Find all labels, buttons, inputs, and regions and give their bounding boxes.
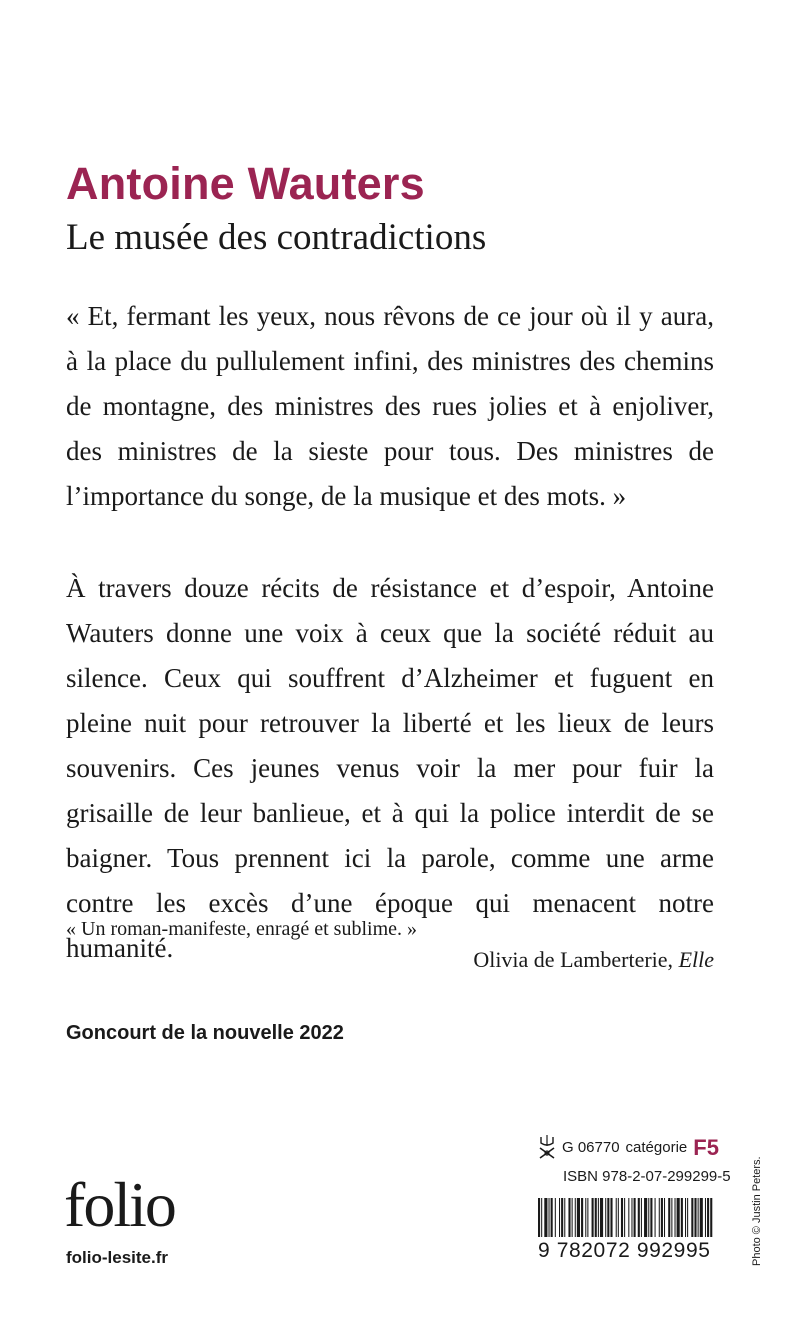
barcode-digits: 9 782072 992995 [538, 1237, 714, 1265]
gallimard-publisher-icon [538, 1134, 556, 1160]
review-quote: « Un roman-manifeste, enragé et sublime. » [66, 918, 417, 940]
publisher-code-line [562, 1135, 719, 1161]
review-magazine: Elle [678, 947, 714, 972]
review-author: Olivia de Lamberterie, [473, 947, 674, 972]
category-label: catégorie [625, 1139, 688, 1156]
book-summary: À travers douze récits de résistance et d’espoir, Antoine Wauters donne une voix à ceux que la société réduit au silence. Ceux qui souffrent d’Alzheimer et fuguent en pleine nuit pour retrouver la liberté et les lieux de leurs souvenirs. Ces jeunes venus voir la mer pour fuir la grisaille de leur banlieue, et à qui la police interdit de se baigner. Tous prennent ici la parole, comme une arme contre les excès d’une époque qui menacent notre humanité. [66, 573, 714, 963]
prize-label: Goncourt de la nouvelle 2022 [66, 1022, 344, 1044]
isbn-number: ISBN 978-2-07-299299-5 [563, 1168, 731, 1185]
book-title: Le musée des contradictions [66, 217, 487, 258]
folio-website: folio-lesite.fr [66, 1248, 169, 1267]
folio-logo: folio [64, 1169, 175, 1240]
review-source [473, 944, 714, 976]
excerpt-quote: « Et, fermant les yeux, nous rêvons de ce jour où il y aura, à la place du pullulement infini, des ministres des chemins de montagne, des ministres des rues jolies et à enjoliver, des ministres de la sieste pour tous. Des ministres de l’importance du songe, de la musique et des mots. » [66, 301, 714, 511]
photo-credit: Photo © Justin Peters. [751, 1156, 763, 1266]
category-code: F5 [693, 1135, 719, 1160]
publisher-code: G 06770 [562, 1139, 620, 1156]
author-name: Antoine Wauters [66, 158, 425, 209]
